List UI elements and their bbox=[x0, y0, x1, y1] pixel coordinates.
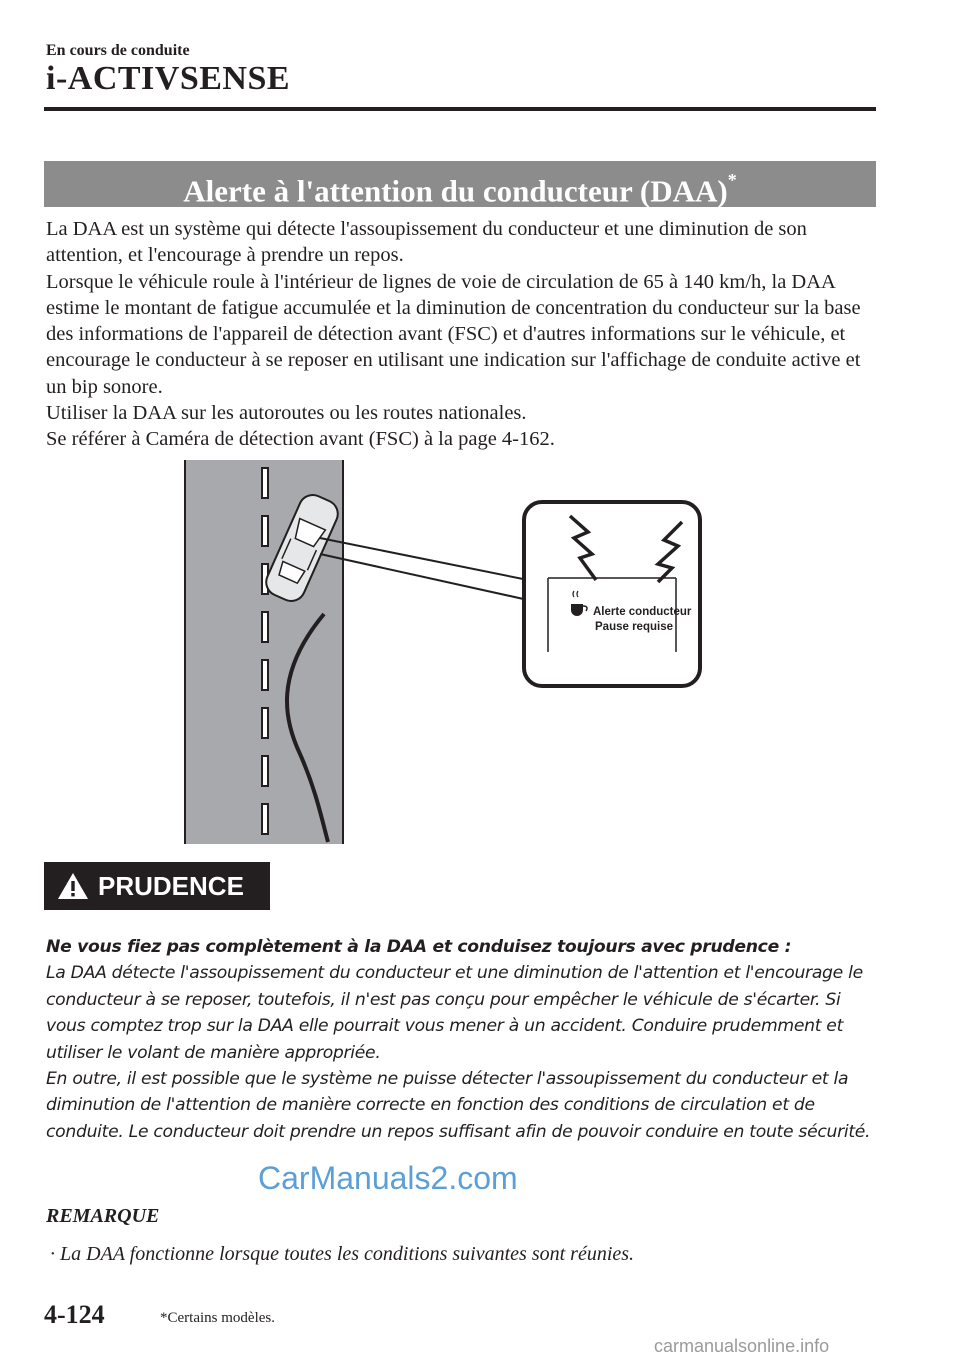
caution-paragraph: En outre, il est possible que le système ne puisse détecter l'assoupissement du conducteur et la diminution de l'attention de manière correcte en fonction des conditions de circulation et de conduite. Le conducteur doit prendre un repos suffisant afin de pouvoir conduire en toute sécurité. bbox=[46, 1069, 871, 1142]
body-paragraph: La DAA est un système qui détecte l'assoupissement du conducteur et une diminution de son attention, et l'encourage à prendre un repos. bbox=[46, 218, 807, 267]
body-paragraph: Lorsque le véhicule roule à l'intérieur de lignes de voie de circulation de 65 à 140 km/h, la DAA estime le montant de fatigue accumulée et la diminution de concentration du conducteur sur la base des informations de l'appareil de détection avant (FSC) et d'autres informations sur le véhicule, et encourage le conducteur à se reposer en utilisant une indication sur l'affichage de conduite active et un bip sonore. bbox=[46, 270, 861, 398]
section-title-mark: * bbox=[727, 170, 737, 190]
caution-label-text: PRUDENCE bbox=[98, 871, 244, 901]
remarque-item-text: La DAA fonctionne lorsque toutes les conditions suivantes sont réunies. bbox=[60, 1243, 635, 1265]
watermark: CarManuals2.com bbox=[258, 1160, 518, 1196]
site-watermark: carmanualsonline.info bbox=[654, 1336, 830, 1356]
footnote: *Certains modèles. bbox=[160, 1310, 275, 1326]
caution-lead: Ne vous fiez pas complètement à la DAA et conduisez toujours avec prudence : bbox=[46, 937, 792, 957]
remarque-item bbox=[50, 1243, 634, 1266]
display-message-line1: Alerte conducteur bbox=[593, 606, 692, 618]
callout-line bbox=[320, 554, 528, 600]
body-text bbox=[46, 216, 886, 453]
caution-label bbox=[44, 862, 270, 910]
body-paragraph: Se référer à Caméra de détection avant (FSC) à la page 4-162. bbox=[46, 428, 555, 451]
daa-illustration-svg bbox=[182, 458, 722, 846]
breadcrumb: En cours de conduite bbox=[46, 42, 190, 59]
page-number: 4-124 bbox=[44, 1300, 105, 1329]
chapter-title: i-ACTIVSENSE bbox=[46, 60, 291, 97]
daa-illustration bbox=[182, 458, 722, 846]
body-paragraph: Utiliser la DAA sur les autoroutes ou les routes nationales. bbox=[46, 402, 527, 425]
section-title: Alerte à l'attention du conducteur (DAA) bbox=[183, 173, 728, 209]
remarque-heading: REMARQUE bbox=[46, 1205, 160, 1227]
display-message-line2: Pause requise bbox=[595, 621, 673, 633]
warning-triangle-icon bbox=[56, 871, 90, 901]
caution-paragraph: La DAA détecte l'assoupissement du conducteur et une diminution de l'attention et l'encourage le conducteur à se reposer, toutefois, il n'est pas conçu pour empêcher le véhicule de s'écarter. Si vous comptez trop sur la DAA elle pourrait vous mener à un accident. Conduire prudemment et utiliser le volant de manière appropriée. bbox=[46, 963, 863, 1063]
callout-line bbox=[320, 538, 528, 580]
section-title-bar bbox=[44, 161, 876, 207]
header-rule bbox=[44, 107, 876, 111]
caution-text bbox=[46, 934, 876, 1145]
bullet: · bbox=[50, 1243, 55, 1265]
